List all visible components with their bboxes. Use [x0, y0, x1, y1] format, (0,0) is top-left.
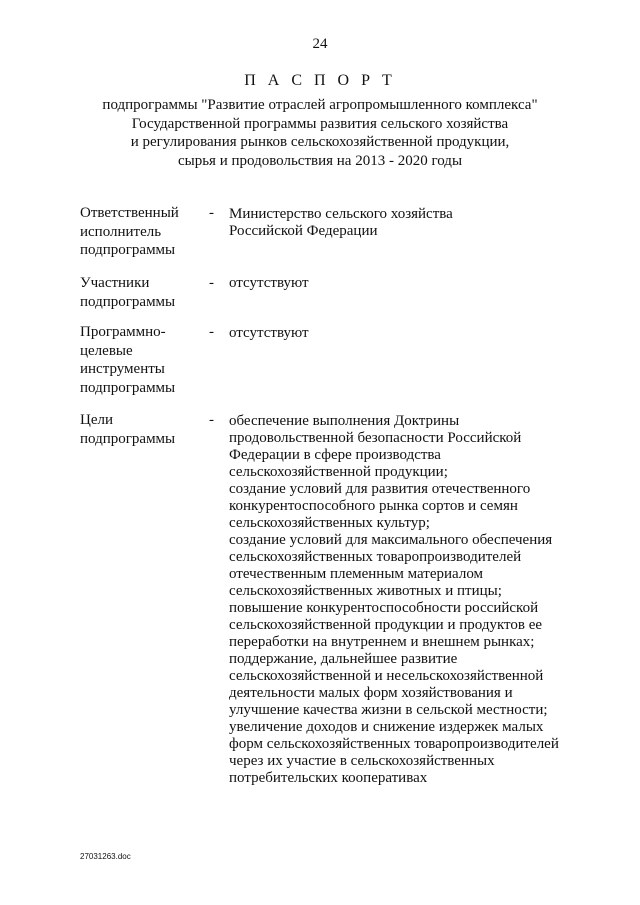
label-line: подпрограммы [80, 242, 176, 258]
document-subtitle [60, 96, 580, 170]
value-line: сельскохозяйственных животных и птицы; [229, 583, 502, 599]
field-label-responsible [80, 204, 205, 260]
label-line: Участники [80, 275, 150, 291]
value-line: потребительских кооперативах [229, 770, 428, 786]
document-filename: 27031263.doc [80, 852, 131, 861]
value-line: сельскохозяйственной и несельскохозяйственной [229, 668, 544, 684]
subtitle-line: Государственной программы развития сельского хозяйства [131, 115, 509, 132]
value-line: сельскохозяйственных культур; [229, 515, 430, 531]
page-number: 24 [312, 36, 328, 52]
value-line: улучшение качества жизни в сельской местности; [229, 702, 548, 718]
field-value-participants [229, 275, 574, 292]
value-line: отечественным племенным материалом [229, 566, 484, 582]
value-line: сельскохозяйственной продукции; [229, 464, 448, 480]
value-line: повышение конкурентоспособности российской [229, 600, 539, 616]
field-dash: - [209, 324, 214, 340]
value-line: Федерации в сфере производства [229, 447, 441, 463]
value-line: Министерство сельского хозяйства [229, 206, 453, 222]
subtitle-line: сырья и продовольствия на 2013 - 2020 годы [177, 152, 463, 169]
label-line: подпрограммы [80, 430, 176, 447]
value-line: переработки на внутреннем и внешнем рынках; [229, 634, 535, 650]
field-dash: - [209, 205, 214, 221]
value-line: деятельности малых форм хозяйствования и [229, 685, 513, 701]
value-line: продовольственной безопасности Российской [229, 430, 522, 446]
value-line: отсутствуют [229, 325, 309, 341]
value-line: конкурентоспособного рынка сортов и семян [229, 498, 518, 514]
label-line: Цели [80, 412, 114, 428]
value-line: обеспечение выполнения Доктрины [229, 413, 460, 429]
value-line: сельскохозяйственной продукции и продуктов ее [229, 617, 543, 633]
value-line: Российской Федерации [229, 223, 378, 239]
subtitle-line: и регулирования рынков сельскохозяйственной продукции, [130, 134, 510, 150]
field-dash: - [209, 275, 214, 291]
document-title: П А С П О Р Т [244, 72, 396, 89]
value-line: поддержание, дальнейшее развитие [229, 651, 458, 667]
label-line: инструменты [80, 361, 165, 377]
value-line: создание условий для максимального обеспечения [229, 532, 553, 548]
field-value-responsible [229, 206, 574, 240]
label-line: Программно- [80, 324, 166, 340]
label-line: Ответственный [80, 205, 179, 221]
value-line: создание условий для развития отечественного [229, 481, 531, 497]
label-line: подпрограммы [80, 379, 176, 396]
label-line: целевые [80, 342, 133, 359]
value-line: форм сельскохозяйственных товаропроизводителей [229, 736, 559, 752]
field-dash: - [209, 412, 214, 428]
field-label-instruments [80, 323, 205, 397]
label-line: исполнитель [80, 223, 162, 240]
value-line: через их участие в сельскохозяйственных [229, 753, 495, 769]
field-value-goals [229, 413, 574, 787]
subtitle-line: подпрограммы "Развитие отраслей агропромышленного комплекса" [102, 97, 538, 113]
field-value-instruments [229, 325, 574, 342]
field-label-goals [80, 411, 205, 448]
value-line: отсутствуют [229, 275, 309, 291]
label-line: подпрограммы [80, 293, 176, 310]
field-label-participants [80, 274, 205, 311]
value-line: сельскохозяйственных товаропроизводителей [229, 549, 522, 565]
value-line: увеличение доходов и снижение издержек малых [229, 719, 544, 735]
